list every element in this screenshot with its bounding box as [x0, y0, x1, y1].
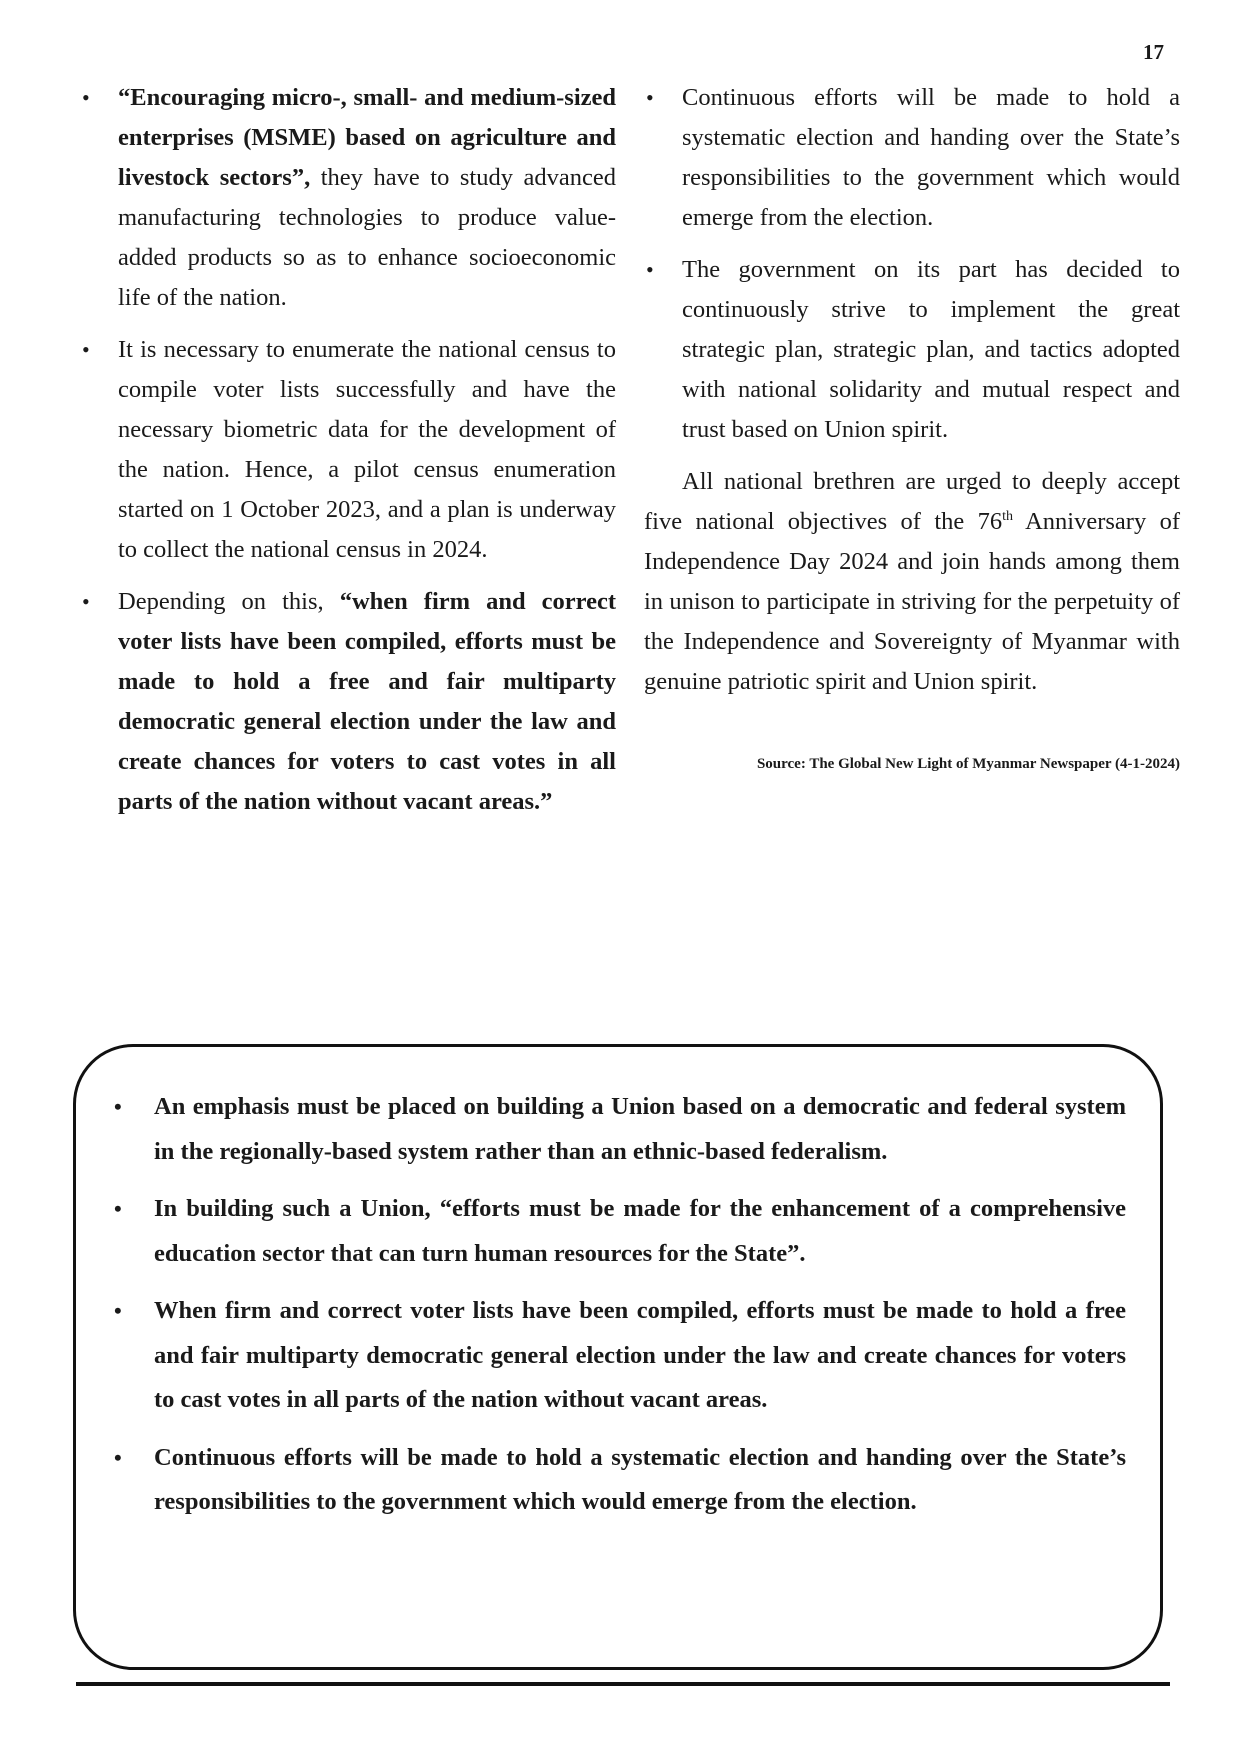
- bullet-census: [80, 330, 616, 570]
- summary-item: • An emphasis must be placed on building a Union based on a democratic and federal system in the regionally-based system rather than an ethnic-based federalism.: [104, 1085, 1126, 1174]
- summary-box: [73, 1044, 1163, 1670]
- page-number: 17: [1143, 40, 1164, 64]
- bullet-voter-lists-text: Depending on this,: [118, 588, 340, 615]
- source-citation: Source: The Global New Light of Myanmar Newspaper (4-1-2024): [756, 756, 1180, 772]
- bullet-msme: [80, 78, 616, 318]
- summary-item: • Continuous efforts will be made to hold a systematic election and handing over the State’s responsibilities to the government which would emerge from the election.: [104, 1436, 1126, 1525]
- bullet-voter-lists: [80, 582, 616, 822]
- bullet-continuous-efforts: [644, 78, 1180, 238]
- bullet-msme-bold: “Encouraging micro-, small- and medium-sized enterprises (MSME) based on agriculture and livestock sectors”,: [118, 84, 616, 191]
- left-column: [80, 78, 616, 834]
- summary-item: • When firm and correct voter lists have been compiled, efforts must be made to hold a free and fair multiparty democratic general election under the law and create chances for voters to cast votes in all parts of the nation without vacant areas.: [104, 1289, 1126, 1423]
- footer-rule: [76, 1682, 1170, 1686]
- right-column: [644, 78, 1180, 774]
- bullet-continuous-efforts-text: Continuous efforts will be made to hold a systematic election and handing over the State’s responsibilities to the government which would emerge from the election.: [682, 84, 1180, 231]
- closing-paragraph-part1: All national brethren are urged to deeply accept five national objectives of the 76: [644, 468, 1180, 535]
- bullet-government-strive: [644, 250, 1180, 450]
- closing-paragraph-part2: Anniversary of Independence Day 2024 and join hands among them in unison to participate in striving for the perpetuity of the Independence and Sovereignty of Myanmar with genuine patriotic spirit and Union spirit.: [644, 508, 1180, 695]
- bullet-voter-lists-bold: “when firm and correct voter lists have been compiled, efforts must be made to hold a free and fair multiparty democratic general election under the law and create chances for voters to cast votes in all parts of the nation without vacant areas.”: [118, 588, 616, 815]
- right-bullet-list: [644, 78, 1180, 450]
- bullet-government-strive-text: The government on its part has decided to continuously strive to implement the great strategic plan, strategic plan, and tactics adopted with national solidarity and mutual respect and trust based on Union spirit.: [682, 256, 1180, 443]
- ordinal-superscript: th: [1002, 508, 1014, 524]
- summary-item: • In building such a Union, “efforts must be made for the enhancement of a comprehensive education sector that can turn human resources for the State”.: [104, 1187, 1126, 1276]
- bullet-msme-text: they have to study advanced manufacturing technologies to produce value-added products so as to enhance socioeconomic life of the nation.: [118, 164, 616, 311]
- left-bullet-list: [80, 78, 616, 822]
- closing-paragraph: [644, 462, 1180, 702]
- summary-bullet-list: [76, 1047, 1160, 1525]
- bullet-census-text: It is necessary to enumerate the national census to compile voter lists successfully and have the necessary biometric data for the development of the nation. Hence, a pilot census enumeration started on 1 October 2023, and a plan is underway to collect the national census in 2024.: [118, 336, 616, 563]
